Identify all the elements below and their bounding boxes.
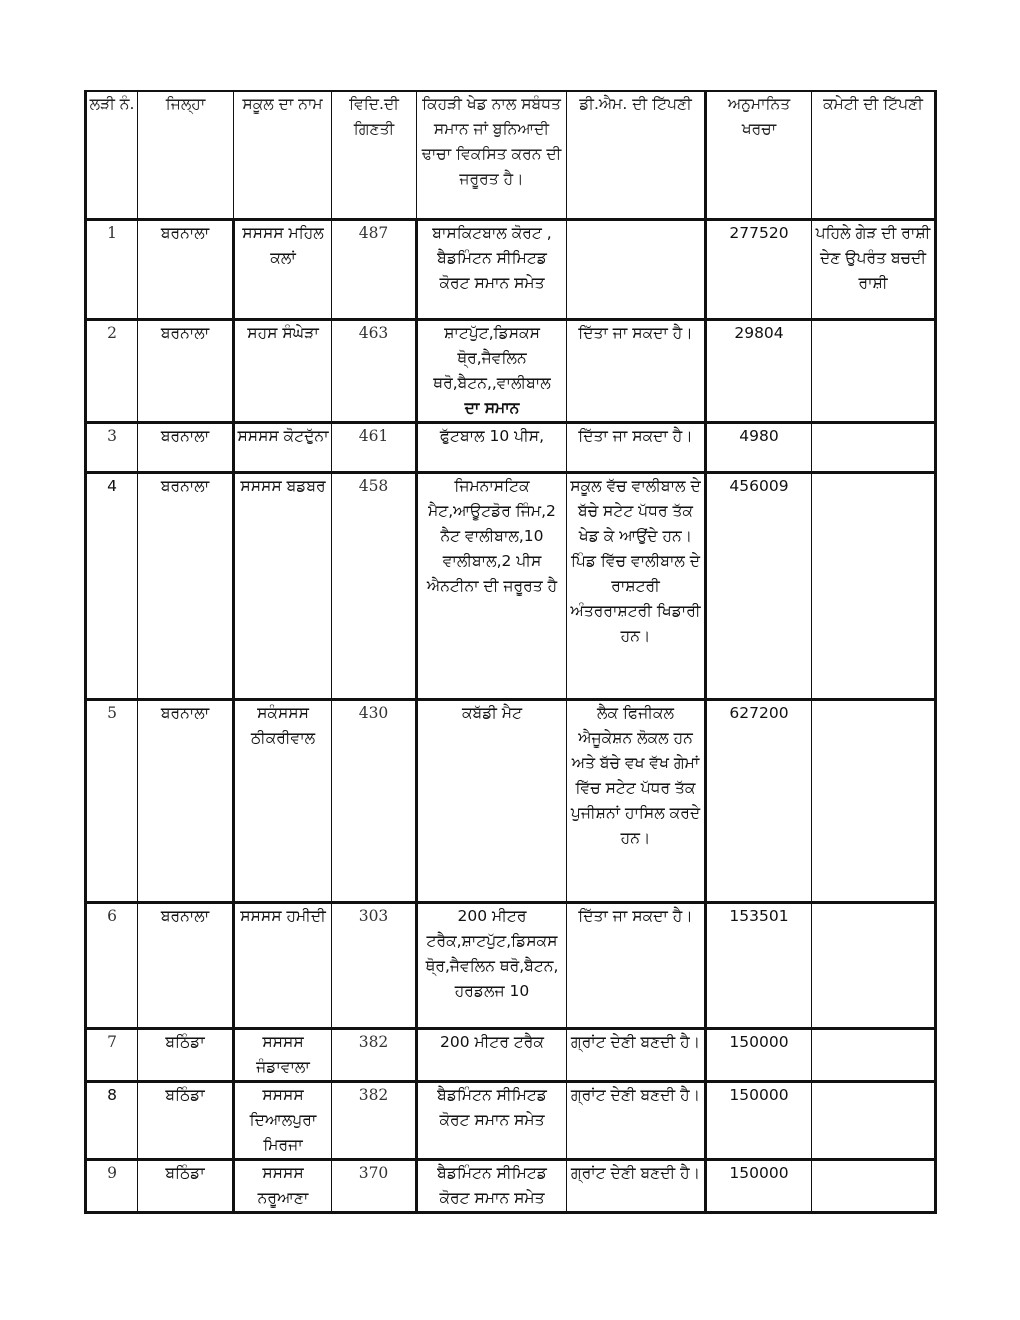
cell-school: ਸਸਸਸ ਬਡਬਰ: [234, 473, 332, 700]
cell-dm-comment: ਲੈਕ ਫਿਜੀਕਲ ਐਜੂਕੇਸ਼ਨ ਲੋਕਲ ਹਨ ਅਤੇ ਬੱਚੇ ਵਖ ਵੱਖ ਗੇਮਾਂ ਵਿੱਚ ਸਟੇਟ ਪੱਧਰ ਤੱਕ ਪੁਜੀਸ਼ਨਾਂ ਹਾਸਿਲ ਕਰਦੇ ਹਨ।: [567, 700, 706, 903]
cell-students: 461: [332, 423, 417, 473]
header-committee-comment: ਕਮੇਟੀ ਦੀ ਟਿੱਪਣੀ: [812, 91, 936, 220]
header-school-name: ਸਕੂਲ ਦਾ ਨਾਮ: [234, 91, 332, 220]
cell-cost: 4980: [706, 423, 812, 473]
cell-school: ਸਸਸਸ ਜੰਡਾਵਾਲਾ: [234, 1029, 332, 1082]
cell-district: ਬਰਨਾਲਾ: [138, 320, 234, 423]
table-row: [86, 903, 936, 1029]
cell-requirement: ਜਿਮਨਾਸਟਿਕ ਮੈਟ,ਆਊਟਡੋਰ ਜਿੰਮ,2 ਨੈਟ ਵਾਲੀਬਾਲ,10 ਵਾਲੀਬਾਲ,2 ਪੀਸ ਐਨਟੀਨਾ ਦੀ ਜਰੂਰਤ ਹੈ: [417, 473, 567, 700]
cell-dm-comment: ਗ੍ਰਾਂਟ ਦੇਣੀ ਬਣਦੀ ਹੈ।: [567, 1082, 706, 1160]
cell-cost: 456009: [706, 473, 812, 700]
cell-serial: 3: [86, 423, 138, 473]
cell-cost: 29804: [706, 320, 812, 423]
cell-students: 487: [332, 220, 417, 320]
cell-district: ਬਠਿੰਡਾ: [138, 1082, 234, 1160]
cell-requirement: ਬੈਡਮਿੰਟਨ ਸੀਮਿਟਡ ਕੋਰਟ ਸਮਾਨ ਸਮੇਤ: [417, 1160, 567, 1213]
cell-school: ਸਸਸਸ ਮਹਿਲ ਕਲਾਂ: [234, 220, 332, 320]
cell-requirement: ਬੈਡਮਿੰਟਨ ਸੀਮਿਟਡ ਕੋਰਟ ਸਮਾਨ ਸਮੇਤ: [417, 1082, 567, 1160]
table-header-row: [86, 91, 936, 220]
cell-serial: 9: [86, 1160, 138, 1213]
cell-cost: 153501: [706, 903, 812, 1029]
cell-school: ਸਸਸਸ ਨਰੂਆਣਾ: [234, 1160, 332, 1213]
header-dm-comment: ਡੀ.ਐਮ. ਦੀ ਟਿੱਪਣੀ: [567, 91, 706, 220]
table-row: [86, 473, 936, 700]
cell-students: 382: [332, 1082, 417, 1160]
cell-cost: 150000: [706, 1029, 812, 1082]
cell-district: ਬਰਨਾਲਾ: [138, 423, 234, 473]
cell-committee-comment: ਪਹਿਲੇ ਗੇੜ ਦੀ ਰਾਸ਼ੀ ਦੇਣ ਉਪਰੰਤ ਬਚਦੀ ਰਾਸ਼ੀ: [812, 220, 936, 320]
cell-serial: 8: [86, 1082, 138, 1160]
cell-requirement: 200 ਮੀਟਰ ਟਰੈਕ: [417, 1029, 567, 1082]
cell-school: ਸਹਸ ਸੰਘੇੜਾ: [234, 320, 332, 423]
cell-school: ਸਕੰਸਸਸ ਠੀਕਰੀਵਾਲ: [234, 700, 332, 903]
header-district: ਜਿਲ੍ਹਾ: [138, 91, 234, 220]
cell-dm-comment: [567, 220, 706, 320]
table-row: [86, 1160, 936, 1213]
cell-students: 463: [332, 320, 417, 423]
cell-serial: 1: [86, 220, 138, 320]
cell-cost: 277520: [706, 220, 812, 320]
cell-committee-comment: [812, 700, 936, 903]
cell-students: 430: [332, 700, 417, 903]
cell-district: ਬਠਿੰਡਾ: [138, 1160, 234, 1213]
cell-district: ਬਰਨਾਲਾ: [138, 220, 234, 320]
cell-students: 370: [332, 1160, 417, 1213]
header-estimated-cost: ਅਨੁਮਾਨਿਤ ਖਰਚਾ: [706, 91, 812, 220]
table-row: [86, 1029, 936, 1082]
cell-school: ਸਸਸਸ ਕੋਟਦੁੱਨਾ: [234, 423, 332, 473]
cell-committee-comment: [812, 473, 936, 700]
cell-committee-comment: [812, 423, 936, 473]
cell-students: 382: [332, 1029, 417, 1082]
cell-district: ਬਠਿੰਡਾ: [138, 1029, 234, 1082]
cell-dm-comment: ਦਿੱਤਾ ਜਾ ਸਕਦਾ ਹੈ।: [567, 423, 706, 473]
cell-district: ਬਰਨਾਲਾ: [138, 903, 234, 1029]
cell-dm-comment: ਦਿੱਤਾ ਜਾ ਸਕਦਾ ਹੈ।: [567, 320, 706, 423]
cell-district: ਬਰਨਾਲਾ: [138, 700, 234, 903]
cell-dm-comment: ਸਕੂਲ ਵੱਚ ਵਾਲੀਬਾਲ ਦੇ ਬੱਚੇ ਸਟੇਟ ਪੱਧਰ ਤੱਕ ਖੇਡ ਕੇ ਆਉਂਦੇ ਹਨ। ਪਿੰਡ ਵਿੱਚ ਵਾਲੀਬਾਲ ਦੇ ਰਾਸ਼ਟਰੀ ਅੰਤਰਰਾਸ਼ਟਰੀ ਖਿਡਾਰੀ ਹਨ।: [567, 473, 706, 700]
cell-serial: 5: [86, 700, 138, 903]
cell-requirement: ਬਾਸਕਿਟਬਾਲ ਕੋਰਟ , ਬੈਡਮਿੰਟਨ ਸੀਮਿਟਡ ਕੋਰਟ ਸਮਾਨ ਸਮੇਤ: [417, 220, 567, 320]
cell-serial: 2: [86, 320, 138, 423]
cell-requirement: ਕਬੱਡੀ ਮੈਟ: [417, 700, 567, 903]
cell-cost: 150000: [706, 1160, 812, 1213]
cell-students: 458: [332, 473, 417, 700]
cell-committee-comment: [812, 1082, 936, 1160]
grant-table: [84, 90, 937, 1214]
header-serial-no: ਲੜੀ ਨੰ.: [86, 91, 138, 220]
cell-cost: 150000: [706, 1082, 812, 1160]
cell-requirement: 200 ਮੀਟਰ ਟਰੈਕ,ਸ਼ਾਟਪੁੱਟ,ਡਿਸਕਸ ਥੋ੍ਰ,ਜੈਵਲਿਨ ਥਰੋ,ਬੈਟਨ, ਹਰਡਲਜ 10: [417, 903, 567, 1029]
cell-students: 303: [332, 903, 417, 1029]
cell-serial: 6: [86, 903, 138, 1029]
requirement-text-bold: ਦਾ ਸਮਾਨ: [464, 399, 520, 417]
cell-serial: 4: [86, 473, 138, 700]
cell-school: ਸਸਸਸ ਹਮੀਦੀ: [234, 903, 332, 1029]
table-row: [86, 320, 936, 423]
cell-school: ਸਸਸਸ ਦਿਆਲਪੁਰਾ ਮਿਰਜਾ: [234, 1082, 332, 1160]
cell-committee-comment: [812, 320, 936, 423]
table-row: [86, 700, 936, 903]
requirement-text: ਸ਼ਾਟਪੁੱਟ,ਡਿਸਕਸ ਥੋ੍ਰ,ਜੈਵਲਿਨ ਥਰੋ,ਬੈਟਨ,,ਵਾਲੀਬਾਲ: [433, 324, 551, 392]
table-row: [86, 220, 936, 320]
cell-committee-comment: [812, 1160, 936, 1213]
cell-dm-comment: ਗ੍ਰਾਂਟ ਦੇਣੀ ਬਣਦੀ ਹੈ।: [567, 1160, 706, 1213]
cell-cost: 627200: [706, 700, 812, 903]
cell-committee-comment: [812, 1029, 936, 1082]
table-row: [86, 423, 936, 473]
cell-district: ਬਰਨਾਲਾ: [138, 473, 234, 700]
cell-dm-comment: ਦਿੱਤਾ ਜਾ ਸਕਦਾ ਹੈ।: [567, 903, 706, 1029]
cell-serial: 7: [86, 1029, 138, 1082]
cell-requirement: [417, 320, 567, 423]
header-student-count: ਵਿਦਿ.ਦੀ ਗਿਣਤੀ: [332, 91, 417, 220]
table-row: [86, 1082, 936, 1160]
header-requirement: ਕਿਹੜੀ ਖੇਡ ਨਾਲ ਸਬੰਧਤ ਸਮਾਨ ਜਾਂ ਬੁਨਿਆਦੀ ਢਾਚਾ ਵਿਕਸਿਤ ਕਰਨ ਦੀ ਜਰੂਰਤ ਹੈ।: [417, 91, 567, 220]
cell-requirement: ਫੁੱਟਬਾਲ 10 ਪੀਸ,: [417, 423, 567, 473]
cell-committee-comment: [812, 903, 936, 1029]
cell-dm-comment: ਗ੍ਰਾਂਟ ਦੇਣੀ ਬਣਦੀ ਹੈ।: [567, 1029, 706, 1082]
